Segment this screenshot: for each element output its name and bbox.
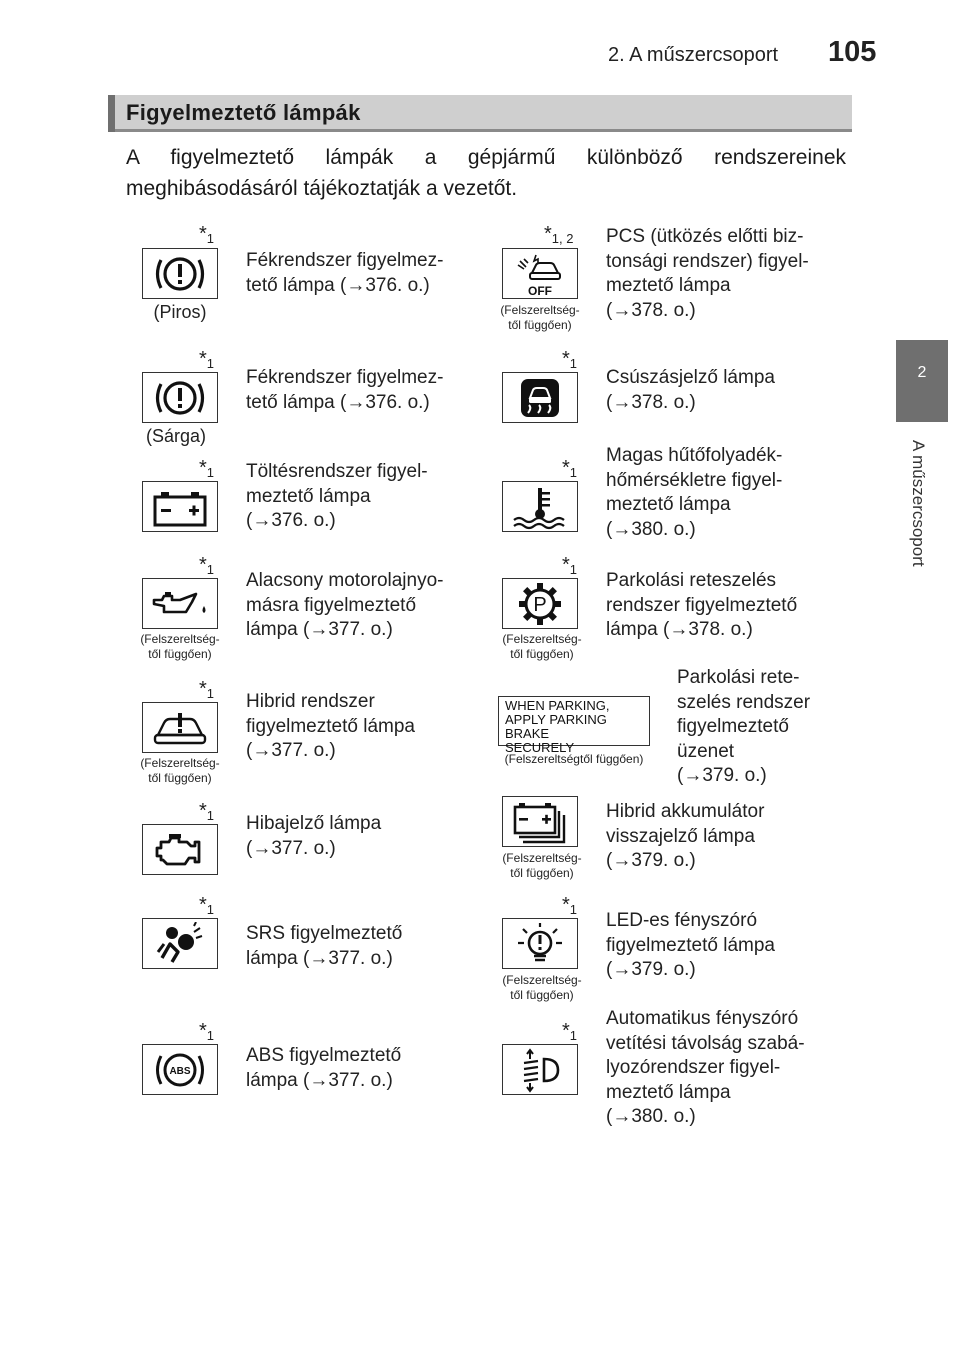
hybrid-battery-icon [502, 796, 578, 847]
brake-warning-icon [142, 248, 218, 299]
desc-slip: Csúszásjelző lámpa (→378. o.) [606, 367, 775, 413]
oil-pressure-icon [142, 578, 218, 629]
marker-auto-level: $*_1$ [562, 1020, 578, 1043]
airbag-icon [142, 918, 218, 969]
caption-red: (Piros) [153, 302, 207, 322]
brake-warning-icon [142, 372, 218, 423]
marker-hybrid: $*_1$ [199, 678, 215, 701]
desc-oil: Alacsony motorolajnyo- másra figyelmeztető lámpa (→377. o.) [246, 570, 444, 640]
svg-text:P: P [533, 593, 547, 616]
hybrid-system-icon [142, 702, 218, 753]
marker-malfunction: $*_1$ [199, 800, 215, 823]
coolant-temperature-icon [502, 481, 578, 532]
marker-coolant: $*_1$ [562, 457, 578, 480]
marker-srs: $*_1$ [199, 894, 215, 917]
desc-parking-message: Parkolási rete- szelés rendszer figyelmeztető üzenet (→379. o.) [677, 667, 811, 786]
equipment-note-oil: (Felszereltség- től függően) [140, 632, 220, 661]
header-section-title: 2. A műszercsoport [608, 44, 779, 66]
desc-auto-level: Automatikus fényszóró vetítési távolság szabá- lyozórendszer figyel- meztető lámpa (→380. o.) [606, 1008, 805, 1127]
desc-malfunction: Hibajelző lámpa (→377. o.) [246, 813, 382, 859]
battery-icon [142, 481, 218, 532]
section-heading-underline [108, 129, 852, 132]
equipment-note-hybrid-battery: (Felszereltség- től függően) [502, 851, 582, 880]
equipment-note-message: (Felszereltségtől függően) [504, 752, 644, 766]
caption-yellow: (Sárga) [145, 426, 207, 446]
desc-parking-lock: Parkolási reteszelés rendszer figyelmeztető lámpa (→378. o.) [606, 570, 798, 640]
desc-brake-yellow: Fékrendszer figyelmez- tető lámpa (→376. o.) [246, 367, 444, 413]
equipment-note-parking: (Felszereltség- től függően) [502, 632, 582, 661]
equipment-note-hybrid: (Felszereltség- től függően) [140, 756, 220, 785]
desc-hybrid-battery: Hibrid akkumulátor visszajelző lámpa (→379. o.) [606, 801, 765, 871]
desc-charging: Töltésrendszer figyel- meztető lámpa (→376. o.) [246, 461, 428, 531]
marker-parking-lock: $*_1$ [562, 554, 578, 577]
slip-indicator-icon [502, 372, 578, 423]
marker-slip: $*_1$ [562, 348, 578, 371]
section-title: Figyelmeztető lámpák [126, 100, 361, 125]
desc-pcs: PCS (ütközés előtti biz- tonsági rendszer) figyel- meztető lámpa (→378. o.) [606, 226, 809, 321]
parking-message-display: WHEN PARKING, APPLY PARKING BRAKE SECURELY [498, 696, 650, 746]
marker-pcs: $*_{1, 2}$ [544, 223, 574, 246]
desc-abs: ABS figyelmeztető lámpa (→377. o.) [246, 1045, 402, 1091]
desc-srs: SRS figyelmeztető lámpa (→377. o.) [246, 923, 403, 969]
marker-brake-red: $*_1$ [199, 223, 215, 246]
equipment-note-led: (Felszereltség- től függően) [502, 973, 582, 1002]
pcs-off-icon [502, 248, 578, 299]
desc-hybrid: Hibrid rendszer figyelmeztető lámpa (→377. o.) [246, 691, 415, 761]
parking-gear-icon [502, 578, 578, 629]
abs-icon [142, 1044, 218, 1095]
marker-abs: $*_1$ [199, 1020, 215, 1043]
desc-coolant: Magas hűtőfolyadék- hőmérsékletre figyel- meztető lámpa (→380. o.) [606, 445, 783, 540]
chapter-label: A műszercsoport [909, 440, 928, 567]
intro-paragraph: A figyelmeztető lámpák a gépjármű különböző rendszereinek meghibásodásáról tájékoztatják a vezetőt. [126, 146, 846, 200]
section-heading-accent [108, 95, 115, 132]
desc-brake-red: Fékrendszer figyelmez- tető lámpa (→376. o.) [246, 250, 444, 296]
engine-check-icon [142, 824, 218, 875]
desc-led: LED-es fényszóró figyelmeztető lámpa (→379. o.) [606, 910, 775, 980]
svg-text:OFF: OFF [528, 283, 552, 297]
chapter-number: 2 [917, 364, 927, 381]
marker-charging: $*_1$ [199, 457, 215, 480]
equipment-note-pcs: (Felszereltség- től függően) [500, 303, 580, 332]
page-number: 105 [828, 36, 877, 68]
svg-text:ABS: ABS [169, 1065, 191, 1077]
led-headlight-warning-icon [502, 918, 578, 969]
marker-brake-yellow: $*_1$ [199, 348, 215, 371]
marker-oil: $*_1$ [199, 554, 215, 577]
headlight-leveling-icon [502, 1044, 578, 1095]
marker-led: $*_1$ [562, 894, 578, 917]
